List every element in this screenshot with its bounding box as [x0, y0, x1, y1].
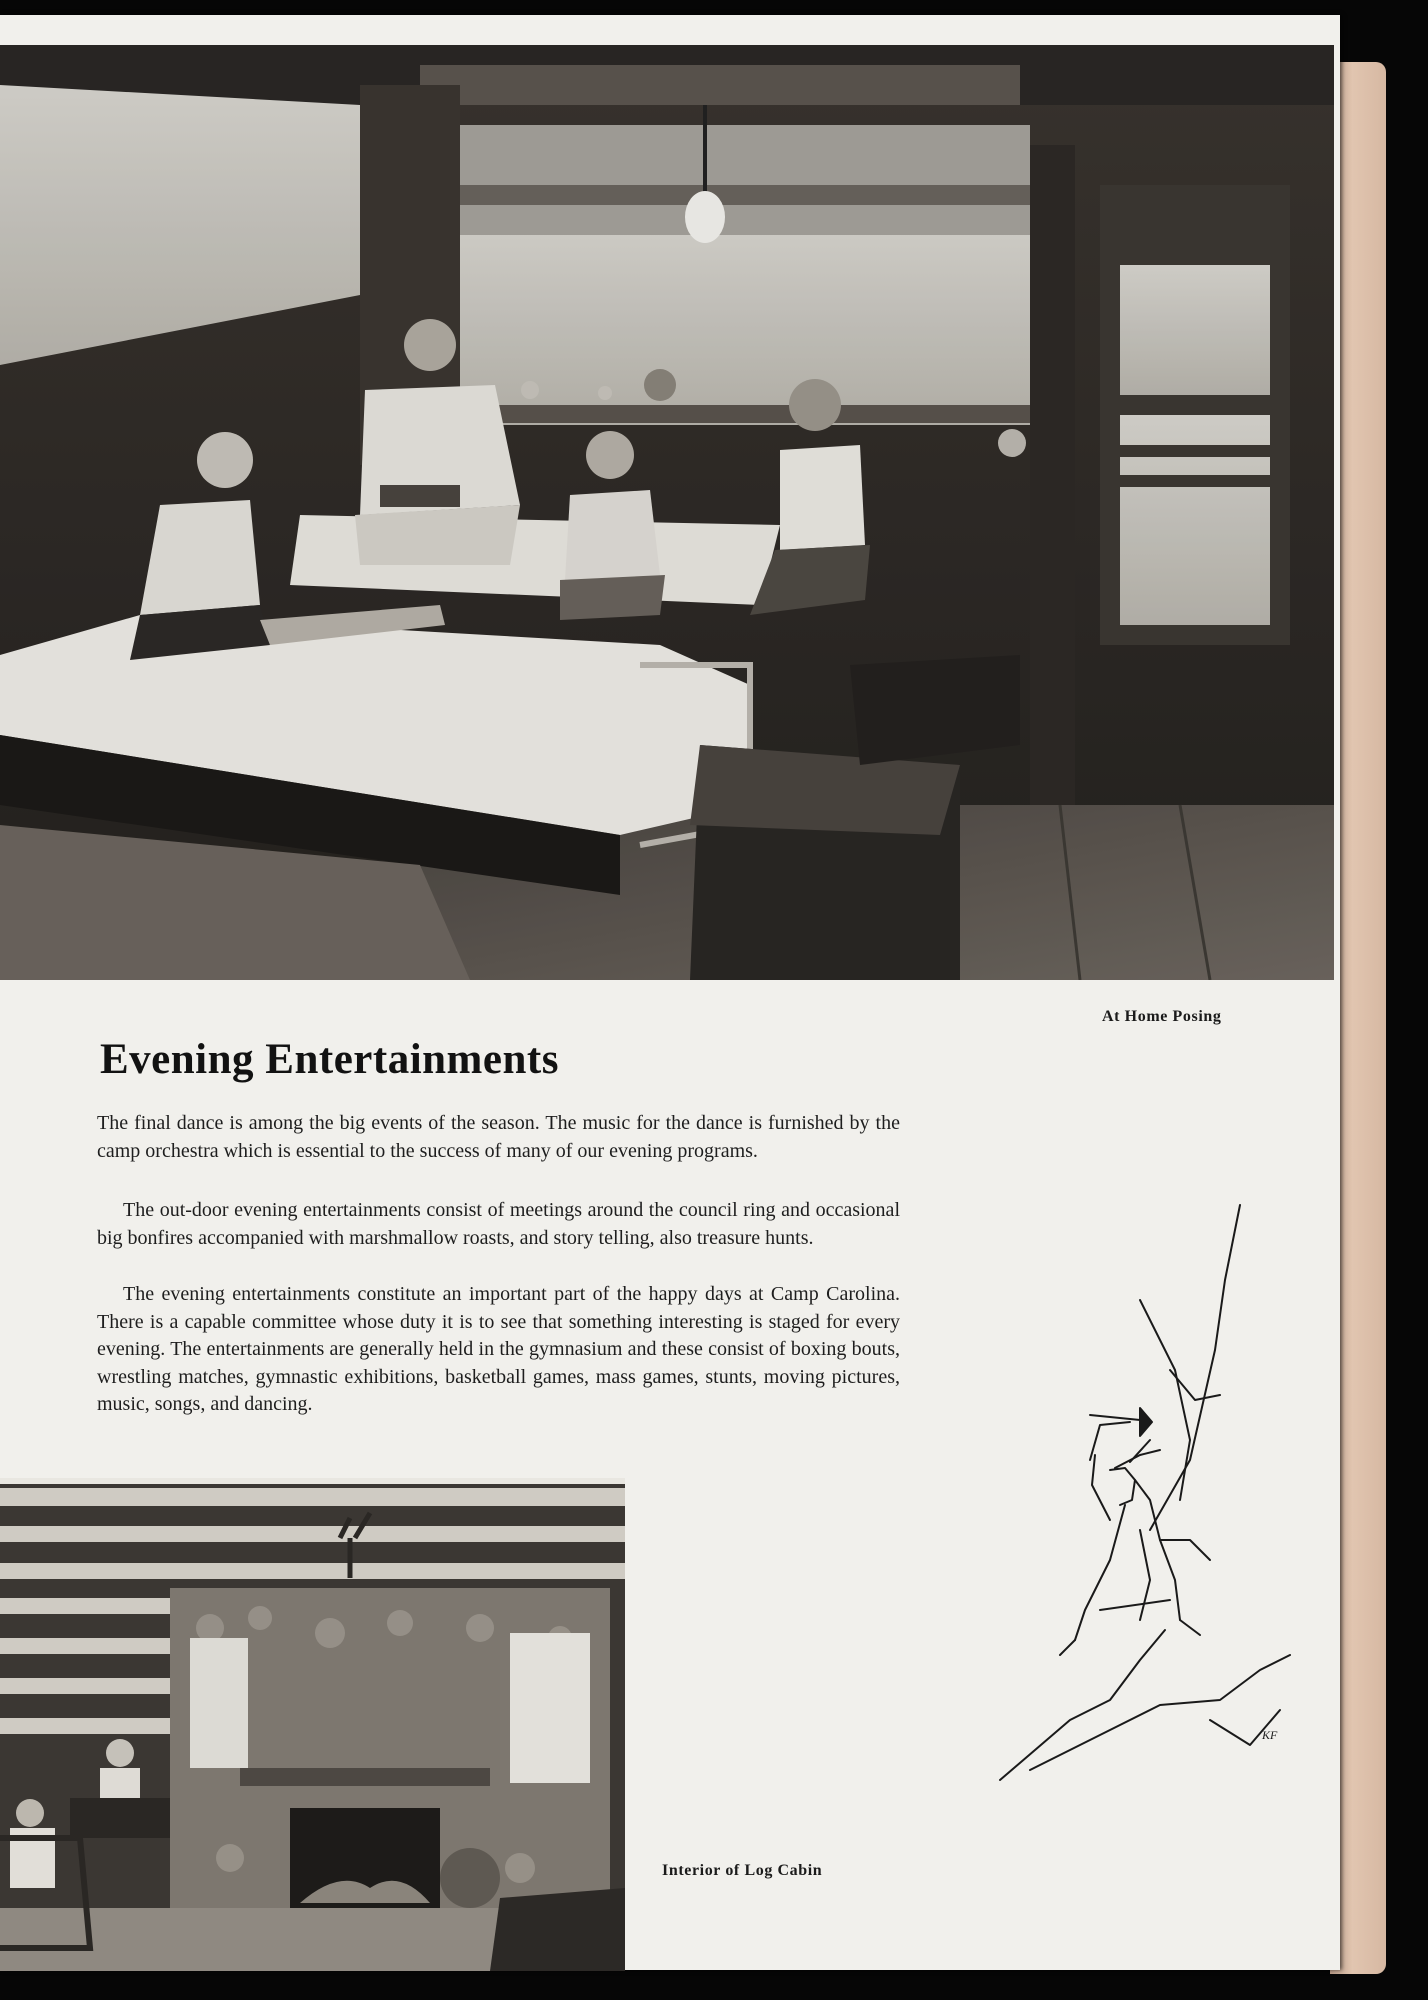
- top-photograph: [0, 45, 1334, 980]
- bottom-photo-caption: Interior of Log Cabin: [662, 1862, 823, 1879]
- artist-signature: KF: [1262, 1728, 1278, 1742]
- bottom-photograph: [0, 1478, 625, 1971]
- log-cabin-interior-photo: [0, 1478, 625, 1971]
- paragraph-1: The final dance is among the big events of the season. The music for the dance is furnished by the camp orchestra which is essential to the success of many of our evening programs.: [97, 1112, 900, 1162]
- paragraph-2: The out-door evening entertainments consist of meetings around the council ring and occasional big bonfires accompanied with marshmallow roasts, and story telling, also treasure hunts.: [97, 1199, 900, 1249]
- section-heading: Evening Entertainments: [100, 1036, 559, 1083]
- cabin-interior-photo: [0, 45, 1334, 980]
- top-photo-caption: At Home Posing: [1102, 1008, 1222, 1025]
- paragraph-3: The evening entertainments constitute an important part of the happy days at Camp Carolina. There is a capable committee whose duty it is to see that something interesting is staged for every evening. The entertainments are generally held in the gymnasium and these consist of boxing bouts, wrestling matches, gymnastic exhibitions, basketball games, mass games, stunts, moving pictures, music, songs, and dancing.: [97, 1283, 900, 1415]
- magazine-page: [0, 15, 1340, 1970]
- native-figure-illustration: [990, 1200, 1310, 1800]
